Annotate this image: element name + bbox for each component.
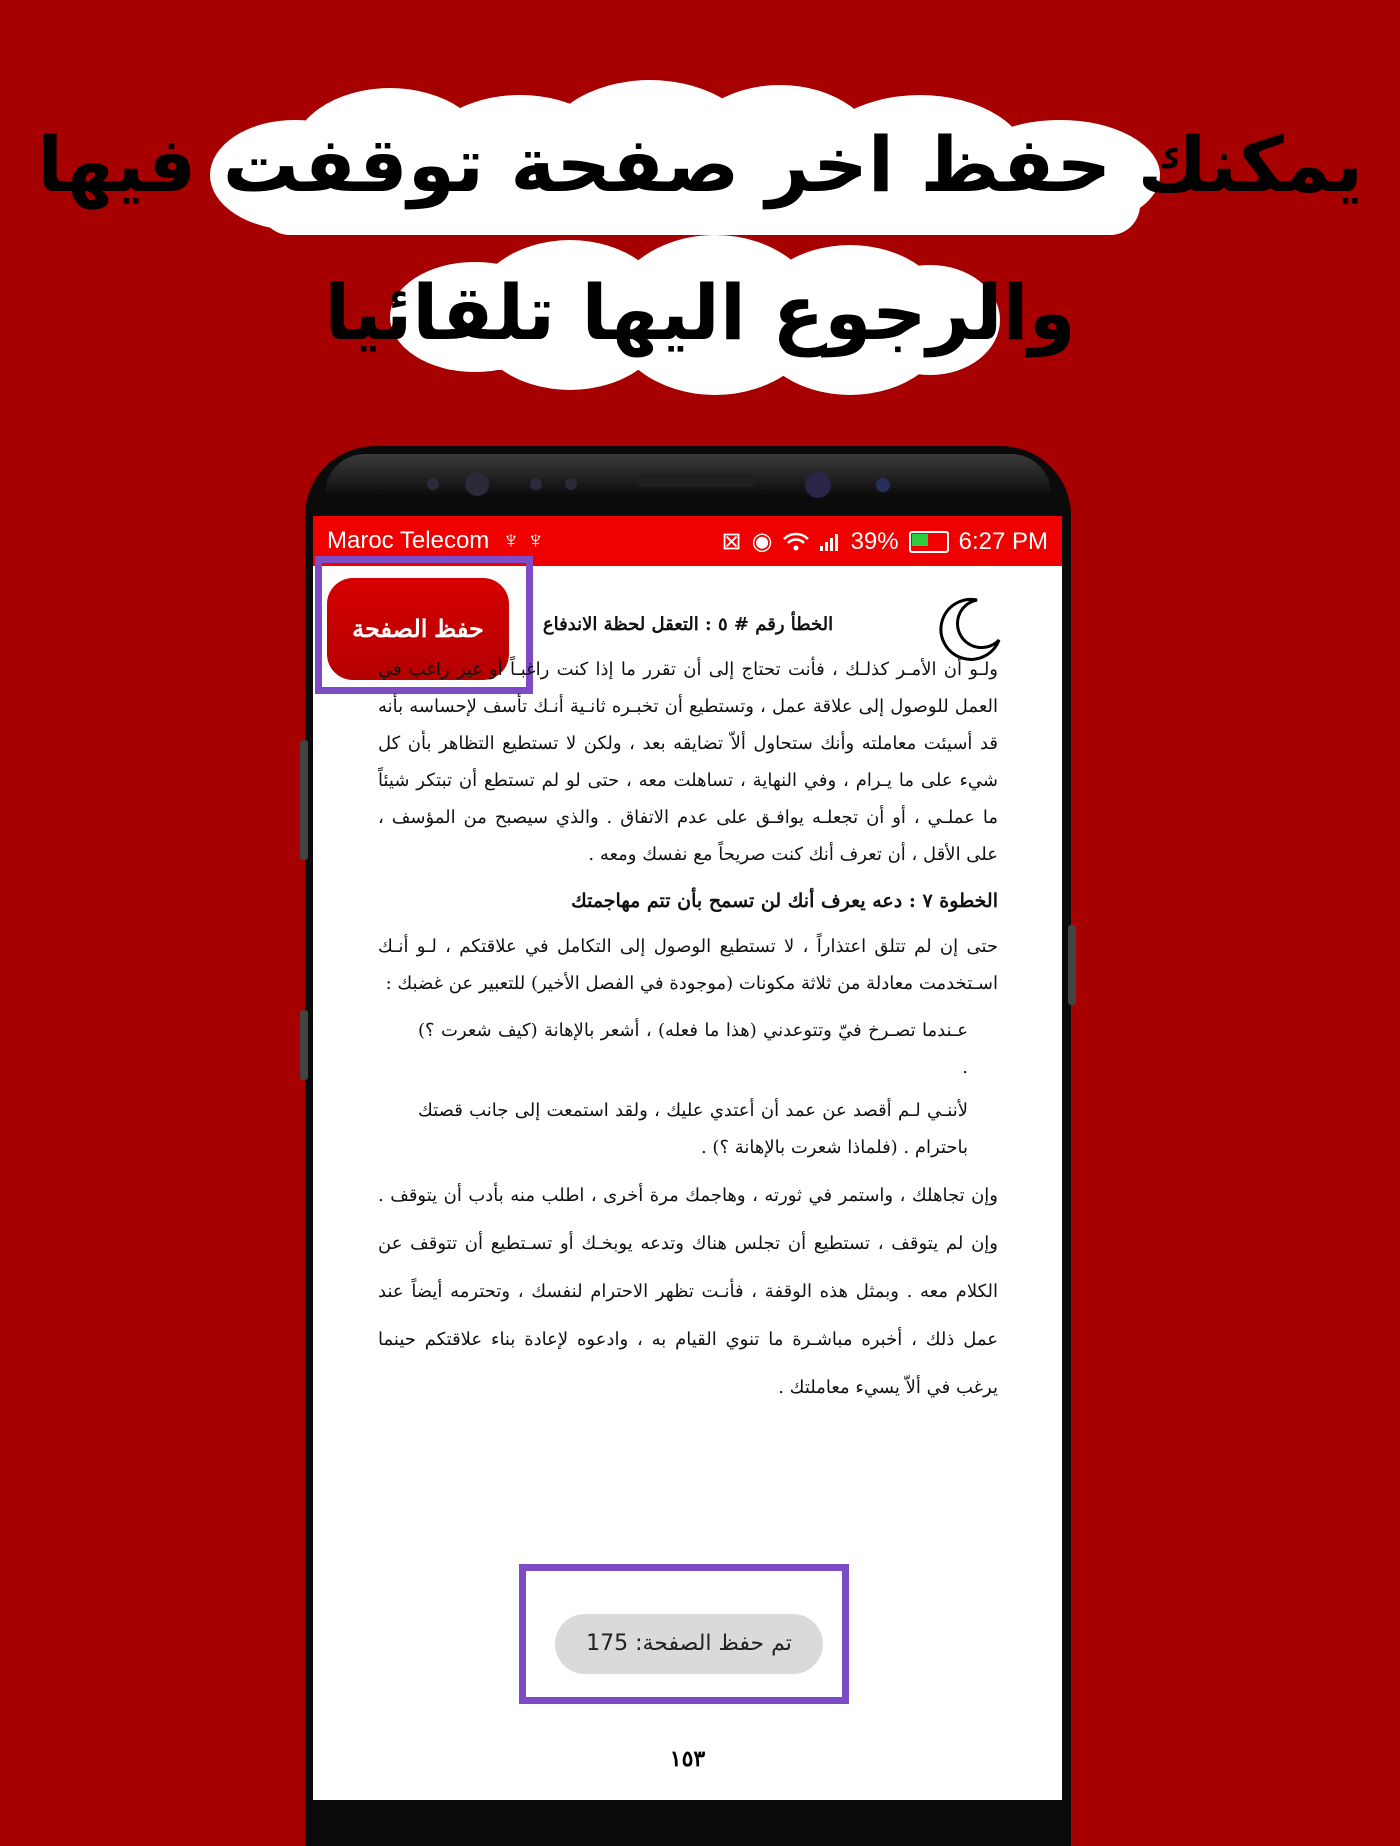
volume-button — [300, 740, 308, 860]
battery-fill — [912, 534, 928, 546]
sensor-icon — [530, 478, 542, 490]
nfc-icon: ⊠ — [721, 528, 742, 555]
carrier-label — [327, 527, 545, 555]
bixby-button — [300, 1010, 308, 1080]
signal-icon — [819, 532, 841, 552]
earpiece-speaker — [635, 473, 755, 487]
promo-headline-line2: والرجوع اليها تلقائيا — [324, 268, 1076, 357]
paragraph: ولـو أن الأمـر كذلـك ، فأنت تحتاج إلى أن تقرر ما إذا كنت راغبـاً أو غير راغب في العمل للوصول إلى علاقة عمل ، وتستطيع أن تخبـره ثانـية أنـك تأسف لإحساسه بأنه قد أسيئت معاملته وأنك ستحاول ألاّ تضايقه بعد ، ولكن لا تستطيع التظاهر بأن كل شيء على ما يـرام ، وفي النهاية ، تساهلت معه ، حتى لو لم تستطع أن تبتكر شيئاً ما عملـي ، أو أن تجعلـه يوافـق على عدم الاتفاق . والذي سيصبح من المؤسف ، على الأقل ، أن تعرف أنك كنت صريحاً مع نفسك ومعه . — [378, 659, 998, 865]
carrier-name: Maroc Telecom — [327, 527, 490, 554]
sensor-icon — [876, 478, 890, 492]
wifi-icon — [783, 532, 809, 552]
page-number: ١٥٣ — [669, 1746, 706, 1772]
status-icons — [722, 527, 1049, 556]
highlight-frame-toast — [519, 1564, 849, 1704]
toast-message: تم حفظ الصفحة: 175 — [555, 1614, 823, 1674]
quote: لأننـي لـم أقصد عن عمد أن أعتدي عليك ، ولقد استمعت إلى جانب قصتك باحترام . (فلماذا شعرت بالإهانة ؟) . — [418, 1100, 968, 1158]
power-button — [1068, 925, 1076, 1005]
sensor-icon — [565, 478, 577, 490]
quote: عـندما تصـرخ فيّ وتتوعدني (هذا ما فعله) ، أشعر بالإهانة (كيف شعرت ؟) . — [418, 1020, 968, 1078]
promo-banner — [0, 0, 1400, 440]
clock: 6:27 PM — [958, 527, 1048, 555]
battery-icon — [909, 531, 949, 553]
section-title: الخطأ رقم # ٥ : التعقل لحظة الاندفاع — [542, 614, 834, 635]
save-page-button[interactable]: حفظ الصفحة — [327, 578, 509, 680]
front-camera-icon — [465, 472, 489, 496]
phone-screen — [313, 516, 1062, 1800]
paragraph: حتى إن لم تتلق اعتذاراً ، لا تستطيع الوصول إلى التكامل في علاقتكم ، لـو أنـك اسـتخدمت معادلة من ثلاثة مكونات (موجودة في الفصل الأخير) للتعبير عن غضبك : — [378, 936, 998, 994]
eye-icon: ◉ — [751, 528, 773, 555]
iris-scanner-icon — [805, 472, 831, 498]
usb-icon: ♆ ♆ — [501, 527, 545, 554]
book-page — [378, 606, 998, 1422]
sensor-icon — [427, 478, 439, 490]
battery-percent: 39% — [850, 527, 899, 555]
promo-headline-line1: يمكنك حفظ اخر صفحة توقفت فيها — [36, 120, 1364, 209]
step-heading: الخطوة ٧ : دعه يعرف أنك لن تسمح بأن تتم مهاجمتك — [571, 890, 998, 912]
paragraph: وإن تجاهلك ، واستمر في ثورته ، وهاجمك مرة أخرى ، اطلب منه بأدب أن يتوقف . وإن لم يتوقف ، تستطيع أن تجلس هناك وتدعه يوبخـك أو تسـتطيع أن تتوقف عن الكلام معه . وبمثل هذه الوقفة ، فأنـت تظهر الاحترام لنفسك ، وتحترمه أيضاً عند عمل ذلك ، أخبره مباشـرة ما تنوي القيام به ، وادعوه لإعادة بناء علاقتكم حينما يرغب في ألاّ يسيء معاملتك . — [378, 1185, 998, 1398]
